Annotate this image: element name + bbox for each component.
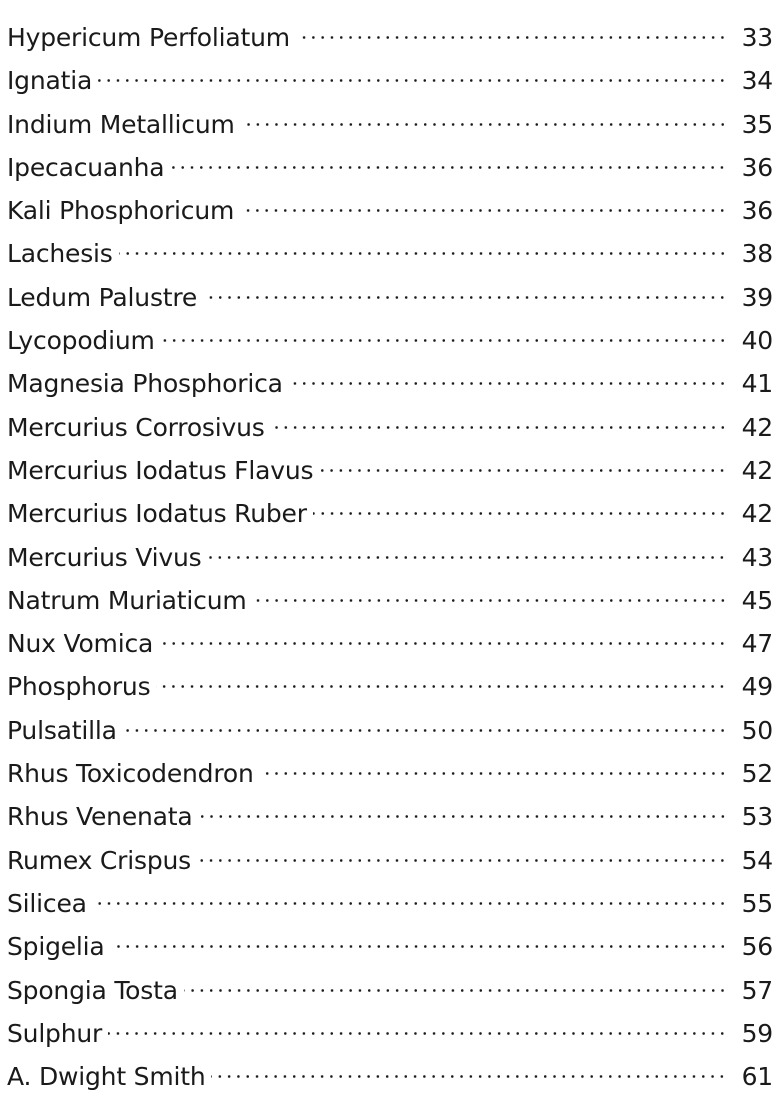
toc-entry-title: Hypericum Perfoliatum	[7, 23, 290, 52]
toc-entry-title: Rhus Venenata	[7, 802, 193, 832]
toc-entry-page: 45	[741, 585, 773, 615]
toc-entry-title: Phosphorus	[7, 672, 151, 702]
toc-entry-page: 55	[741, 888, 773, 918]
toc-entry-page: 36	[741, 152, 773, 182]
toc-entry-page: 43	[741, 542, 773, 572]
toc-entry-title: Mercurius Iodatus Flavus	[7, 455, 314, 485]
toc-entry-page: 47	[741, 629, 773, 659]
dot-leader	[319, 445, 727, 479]
toc-entry-lachesis[interactable]	[7, 228, 773, 271]
toc-entry-mercurius-iodatus-ruber[interactable]	[7, 488, 773, 531]
dot-leader	[123, 705, 727, 739]
toc-entry-title: Lachesis	[7, 239, 113, 269]
dot-leader	[93, 878, 727, 912]
toc-entry-page: 59	[741, 1018, 773, 1048]
toc-entry-title: Natrum Muriaticum	[7, 585, 247, 615]
toc-entry-sulphur[interactable]	[7, 1008, 773, 1051]
dot-leader	[156, 661, 727, 695]
toc-entry-mercurius-iodatus-flavus[interactable]	[7, 445, 773, 488]
dot-leader	[203, 272, 727, 306]
table-of-contents	[7, 12, 773, 1094]
toc-entry-spigelia[interactable]	[7, 921, 773, 964]
toc-entry-hypericum-perfoliatum[interactable]	[7, 12, 773, 55]
toc-entry-page: 54	[741, 845, 773, 875]
toc-entry-ledum-palustre[interactable]	[7, 272, 773, 315]
toc-entry-page: 39	[741, 282, 773, 312]
toc-entry-title: Spigelia	[7, 932, 105, 962]
toc-entry-rumex-crispus[interactable]	[7, 835, 773, 878]
toc-entry-title: Nux Vomica	[7, 629, 154, 659]
toc-entry-title: Lycopodium	[7, 326, 155, 356]
dot-leader	[159, 618, 727, 652]
dot-leader	[241, 99, 727, 133]
toc-entry-title: Silicea	[7, 888, 87, 918]
toc-entry-title: Mercurius Corrosivus	[7, 412, 265, 442]
toc-entry-title: Pulsatilla	[7, 715, 117, 745]
toc-entry-a-dwight-smith[interactable]	[7, 1051, 773, 1094]
dot-leader	[211, 1051, 727, 1085]
toc-entry-kali-phosphoricum[interactable]	[7, 185, 773, 228]
dot-leader	[161, 315, 727, 349]
toc-entry-title: Mercurius Vivus	[7, 542, 202, 572]
dot-leader	[271, 402, 727, 436]
toc-entry-page: 57	[741, 975, 773, 1005]
toc-entry-title: Ipecacuanha	[7, 152, 165, 182]
dot-leader	[207, 532, 727, 566]
toc-entry-page: 33	[741, 23, 773, 52]
toc-entry-page: 52	[741, 759, 773, 789]
toc-entry-page: 61	[741, 1062, 773, 1092]
dot-leader	[184, 965, 727, 999]
toc-entry-ipecacuanha[interactable]	[7, 142, 773, 185]
toc-entry-rhus-toxicodendron[interactable]	[7, 748, 773, 791]
toc-entry-title: Indium Metallicum	[7, 109, 235, 139]
toc-entry-page: 50	[741, 715, 773, 745]
dot-leader	[111, 921, 727, 955]
toc-entry-indium-metallicum[interactable]	[7, 99, 773, 142]
toc-entry-page: 34	[741, 66, 773, 96]
toc-entry-title: Spongia Tosta	[7, 975, 178, 1005]
toc-entry-page: 42	[741, 455, 773, 485]
toc-entry-page: 41	[741, 369, 773, 399]
toc-entry-title: Ignatia	[7, 66, 93, 96]
toc-entry-rhus-venenata[interactable]	[7, 791, 773, 834]
toc-entry-title: Magnesia Phosphorica	[7, 369, 283, 399]
toc-entry-page: 53	[741, 802, 773, 832]
toc-entry-title: A. Dwight Smith	[7, 1062, 206, 1092]
dot-leader	[296, 12, 727, 46]
dot-leader	[253, 575, 728, 609]
toc-entry-page: 49	[741, 672, 773, 702]
toc-entry-page: 42	[741, 499, 773, 529]
dot-leader	[199, 791, 728, 825]
toc-entry-page: 42	[741, 412, 773, 442]
toc-entry-magnesia-phosphorica[interactable]	[7, 358, 773, 401]
toc-entry-spongia-tosta[interactable]	[7, 965, 773, 1008]
toc-entry-page: 36	[741, 196, 773, 226]
toc-entry-title: Rhus Toxicodendron	[7, 759, 254, 789]
toc-entry-pulsatilla[interactable]	[7, 705, 773, 748]
toc-entry-title: Sulphur	[7, 1018, 103, 1048]
toc-entry-mercurius-corrosivus[interactable]	[7, 402, 773, 445]
toc-entry-natrum-muriaticum[interactable]	[7, 575, 773, 618]
toc-entry-title: Kali Phosphoricum	[7, 196, 235, 226]
dot-leader	[197, 835, 727, 869]
toc-entry-page: 35	[741, 109, 773, 139]
toc-entry-title: Rumex Crispus	[7, 845, 191, 875]
toc-entry-lycopodium[interactable]	[7, 315, 773, 358]
toc-entry-page: 56	[741, 932, 773, 962]
dot-leader	[108, 1008, 727, 1042]
dot-leader	[289, 358, 727, 392]
dot-leader	[240, 185, 727, 219]
toc-entry-title: Mercurius Iodatus Ruber	[7, 499, 307, 529]
dot-leader	[170, 142, 727, 176]
toc-entry-phosphorus[interactable]	[7, 661, 773, 704]
dot-leader	[98, 55, 727, 89]
toc-entry-silicea[interactable]	[7, 878, 773, 921]
dot-leader	[313, 488, 727, 522]
toc-entry-mercurius-vivus[interactable]	[7, 532, 773, 575]
toc-entry-ignatia[interactable]	[7, 55, 773, 98]
dot-leader	[119, 228, 727, 262]
dot-leader	[260, 748, 727, 782]
toc-entry-nux-vomica[interactable]	[7, 618, 773, 661]
toc-entry-page: 40	[741, 326, 773, 356]
toc-entry-page: 38	[741, 239, 773, 269]
toc-entry-title: Ledum Palustre	[7, 282, 198, 312]
